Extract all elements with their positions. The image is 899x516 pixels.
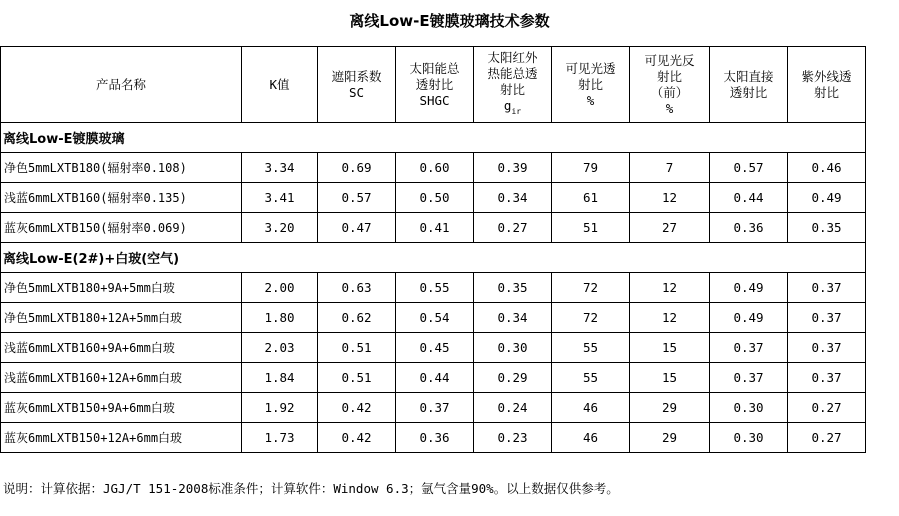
cell-shgc: 0.36 — [396, 423, 474, 453]
header-vt-line: % — [586, 92, 595, 108]
header-row — [1, 47, 866, 123]
cell-k: 3.41 — [242, 183, 318, 213]
header-uv-line: 紫外线透 — [801, 68, 852, 84]
header-shgc-line: 太阳能总 — [409, 60, 460, 76]
cell-vt: 79 — [552, 153, 630, 183]
cell-shgc: 0.60 — [396, 153, 474, 183]
cell-vt: 46 — [552, 393, 630, 423]
cell-vr: 12 — [630, 273, 710, 303]
cell-uv: 0.35 — [788, 213, 866, 243]
cell-sc: 0.42 — [318, 423, 396, 453]
cell-uv: 0.37 — [788, 273, 866, 303]
table-row — [1, 303, 866, 333]
header-gir-line: 热能总透 — [487, 65, 538, 81]
header-vr-line: % — [665, 100, 674, 116]
cell-vr: 29 — [630, 393, 710, 423]
header-vr-line: （前） — [650, 84, 689, 100]
cell-vt: 61 — [552, 183, 630, 213]
cell-product-name: 蓝灰6mmLXTB150+9A+6mm白玻 — [1, 393, 242, 423]
table-row — [1, 393, 866, 423]
header-vt-line: 射比 — [577, 76, 603, 92]
cell-sc: 0.47 — [318, 213, 396, 243]
cell-st: 0.36 — [710, 213, 788, 243]
cell-product-name: 浅蓝6mmLXTB160+12A+6mm白玻 — [1, 363, 242, 393]
cell-uv: 0.46 — [788, 153, 866, 183]
cell-uv: 0.37 — [788, 363, 866, 393]
gir-symbol: g — [503, 97, 512, 113]
cell-sc: 0.69 — [318, 153, 396, 183]
header-shgc-line: SHGC — [419, 92, 450, 108]
header-gir-symbol — [476, 98, 549, 120]
header-sc — [318, 47, 396, 123]
cell-k: 2.00 — [242, 273, 318, 303]
cell-uv: 0.27 — [788, 423, 866, 453]
header-shgc — [396, 47, 474, 123]
cell-gir: 0.29 — [474, 363, 552, 393]
cell-gir: 0.23 — [474, 423, 552, 453]
cell-k: 1.73 — [242, 423, 318, 453]
header-product-name: 产品名称 — [1, 47, 242, 123]
cell-product-name: 净色5mmLXTB180(辐射率0.108) — [1, 153, 242, 183]
header-sc-line: SC — [348, 84, 365, 100]
cell-uv: 0.37 — [788, 333, 866, 363]
cell-shgc: 0.41 — [396, 213, 474, 243]
cell-k: 2.03 — [242, 333, 318, 363]
cell-gir: 0.30 — [474, 333, 552, 363]
cell-product-name: 净色5mmLXTB180+12A+5mm白玻 — [1, 303, 242, 333]
table-row — [1, 183, 866, 213]
table-row — [1, 273, 866, 303]
cell-shgc: 0.54 — [396, 303, 474, 333]
cell-st: 0.30 — [710, 393, 788, 423]
section-title: 离线Low-E(2#)+白玻(空气) — [1, 243, 866, 273]
cell-shgc: 0.55 — [396, 273, 474, 303]
cell-st: 0.44 — [710, 183, 788, 213]
cell-k: 1.92 — [242, 393, 318, 423]
section-row — [1, 123, 866, 153]
header-visible-transmittance — [552, 47, 630, 123]
table-row — [1, 153, 866, 183]
cell-k: 3.20 — [242, 213, 318, 243]
cell-st: 0.37 — [710, 333, 788, 363]
header-gir-line: 太阳红外 — [487, 49, 538, 65]
table-row — [1, 423, 866, 453]
cell-sc: 0.42 — [318, 393, 396, 423]
cell-st: 0.37 — [710, 363, 788, 393]
cell-vt: 51 — [552, 213, 630, 243]
header-vr-line: 可见光反 — [644, 52, 695, 68]
cell-vr: 7 — [630, 153, 710, 183]
cell-product-name: 蓝灰6mmLXTB150+12A+6mm白玻 — [1, 423, 242, 453]
cell-gir: 0.39 — [474, 153, 552, 183]
cell-vr: 15 — [630, 363, 710, 393]
cell-vr: 15 — [630, 333, 710, 363]
section-row — [1, 243, 866, 273]
cell-product-name: 浅蓝6mmLXTB160+9A+6mm白玻 — [1, 333, 242, 363]
cell-sc: 0.51 — [318, 363, 396, 393]
cell-gir: 0.35 — [474, 273, 552, 303]
cell-gir: 0.34 — [474, 183, 552, 213]
table-row — [1, 363, 866, 393]
cell-k: 1.80 — [242, 303, 318, 333]
header-st-line: 透射比 — [729, 84, 768, 100]
cell-shgc: 0.50 — [396, 183, 474, 213]
cell-gir: 0.24 — [474, 393, 552, 423]
cell-vt: 55 — [552, 333, 630, 363]
cell-sc: 0.51 — [318, 333, 396, 363]
header-st-line: 太阳直接 — [723, 68, 774, 84]
cell-sc: 0.62 — [318, 303, 396, 333]
gir-subscript: ir — [511, 106, 522, 116]
header-uv-transmittance — [788, 47, 866, 123]
cell-gir: 0.34 — [474, 303, 552, 333]
cell-shgc: 0.37 — [396, 393, 474, 423]
cell-vr: 12 — [630, 183, 710, 213]
section-title: 离线Low-E镀膜玻璃 — [1, 123, 866, 153]
cell-vr: 29 — [630, 423, 710, 453]
cell-sc: 0.63 — [318, 273, 396, 303]
cell-vt: 55 — [552, 363, 630, 393]
header-k-value: K值 — [242, 47, 318, 123]
document-title: 离线Low-E镀膜玻璃技术参数 — [349, 12, 550, 30]
cell-k: 1.84 — [242, 363, 318, 393]
table-row — [1, 333, 866, 363]
spec-table — [0, 46, 866, 453]
cell-shgc: 0.45 — [396, 333, 474, 363]
cell-vt: 72 — [552, 273, 630, 303]
header-gir-line: 射比 — [499, 81, 525, 97]
cell-product-name: 浅蓝6mmLXTB160(辐射率0.135) — [1, 183, 242, 213]
cell-vt: 46 — [552, 423, 630, 453]
cell-product-name: 净色5mmLXTB180+9A+5mm白玻 — [1, 273, 242, 303]
header-gir — [474, 47, 552, 123]
table-row — [1, 213, 866, 243]
cell-uv: 0.37 — [788, 303, 866, 333]
cell-sc: 0.57 — [318, 183, 396, 213]
footnote: 说明：计算依据：JGJ/T 151-2008标准条件；计算软件：Window 6.3；氩气含量90%。以上数据仅供参考。 — [3, 481, 619, 496]
cell-gir: 0.27 — [474, 213, 552, 243]
cell-st: 0.30 — [710, 423, 788, 453]
cell-uv: 0.49 — [788, 183, 866, 213]
header-visible-reflectance — [630, 47, 710, 123]
cell-product-name: 蓝灰6mmLXTB150(辐射率0.069) — [1, 213, 242, 243]
cell-vr: 12 — [630, 303, 710, 333]
cell-vt: 72 — [552, 303, 630, 333]
cell-st: 0.49 — [710, 303, 788, 333]
header-solar-direct-transmittance — [710, 47, 788, 123]
header-vr-line: 射比 — [656, 68, 682, 84]
header-sc-line: 遮阳系数 — [331, 68, 382, 84]
cell-k: 3.34 — [242, 153, 318, 183]
header-shgc-line: 透射比 — [415, 76, 454, 92]
cell-shgc: 0.44 — [396, 363, 474, 393]
cell-uv: 0.27 — [788, 393, 866, 423]
header-vt-line: 可见光透 — [565, 60, 616, 76]
cell-st: 0.49 — [710, 273, 788, 303]
cell-st: 0.57 — [710, 153, 788, 183]
cell-vr: 27 — [630, 213, 710, 243]
header-uv-line: 射比 — [813, 84, 839, 100]
